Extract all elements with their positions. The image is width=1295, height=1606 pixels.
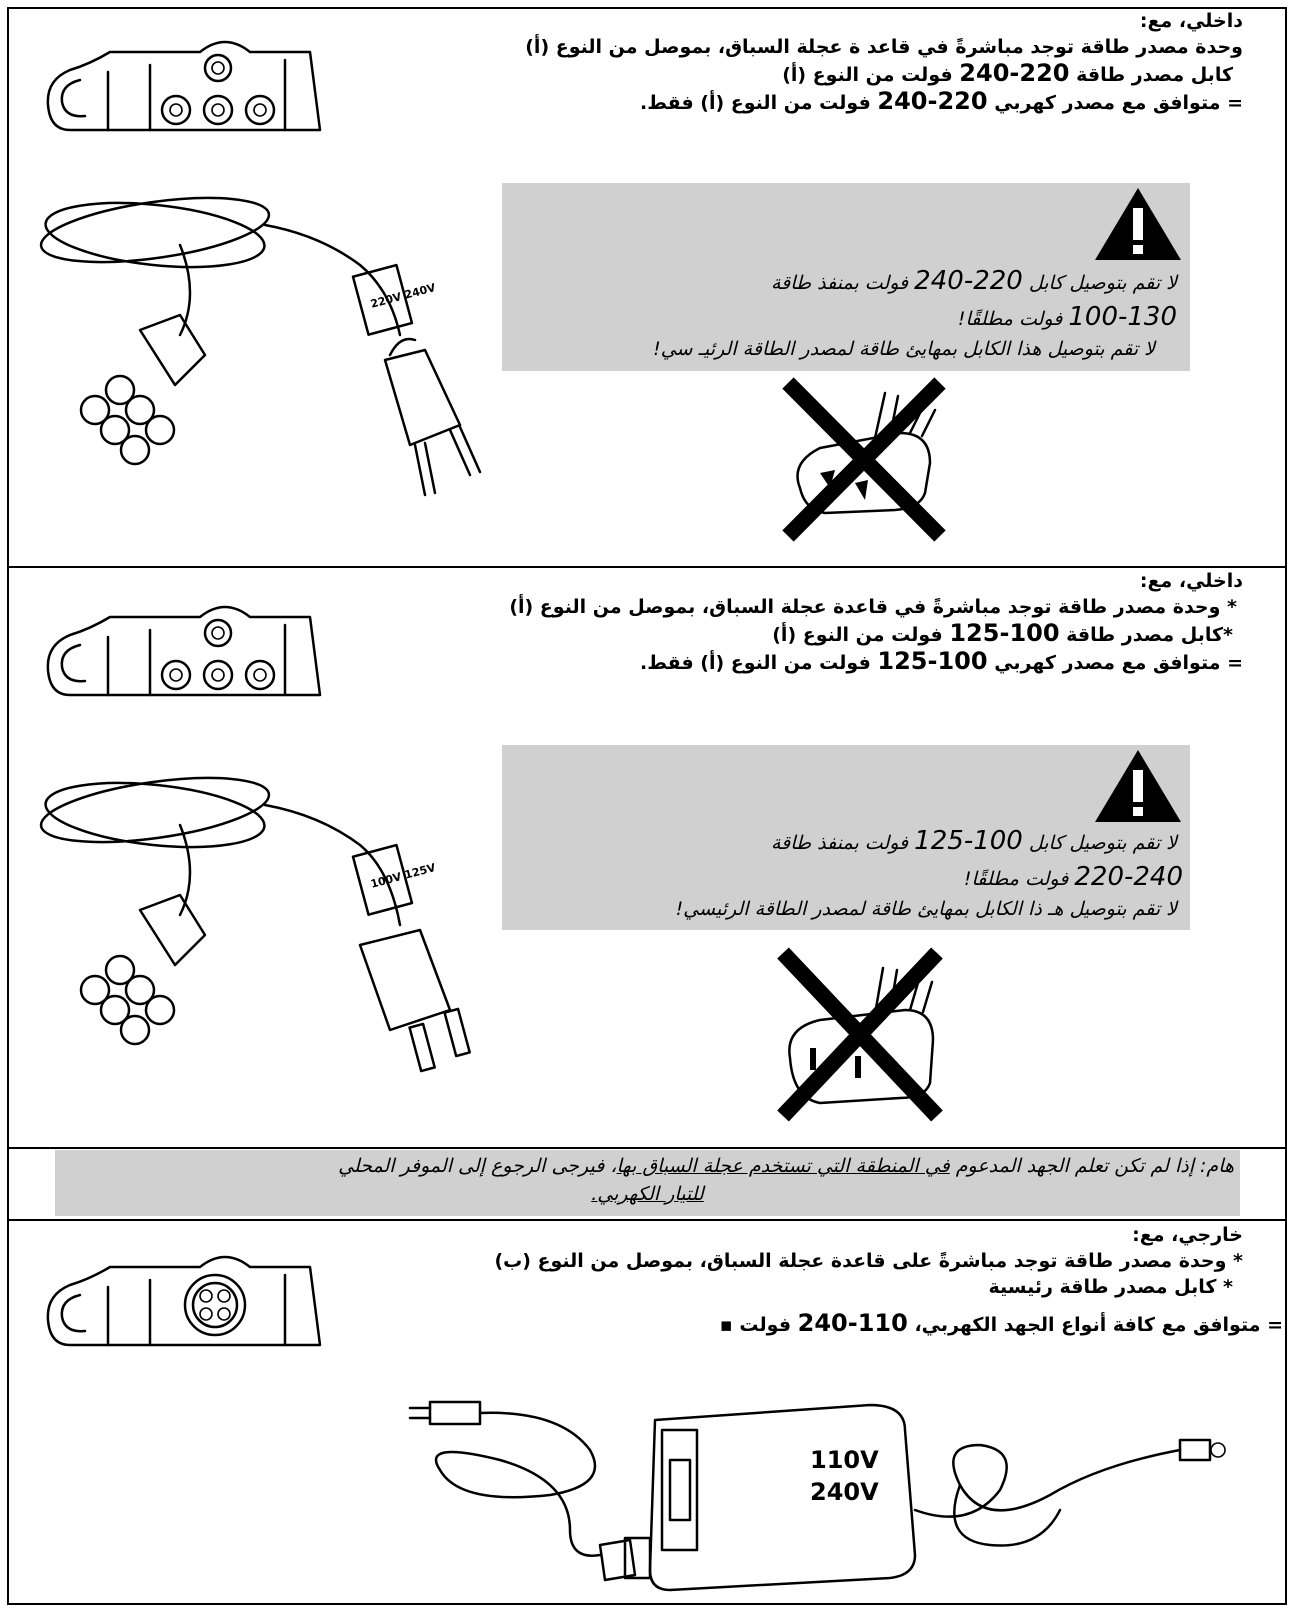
external-power-adapter-icon bbox=[400, 1390, 1240, 1600]
warning-triangle-icon bbox=[1093, 186, 1183, 262]
section2-line2: *كابل مصدر طاقة 100-125 فولت من النوع (أ) bbox=[772, 619, 1233, 647]
wheel-base-connector-a-icon bbox=[40, 595, 340, 715]
section3-heading: خارجي، مع: bbox=[1132, 1224, 1243, 1246]
cable1-label: 220V 240V bbox=[369, 280, 437, 311]
section2-text bbox=[509, 568, 1243, 676]
warning2-line2: 220-240 فولت مطلقًا! bbox=[963, 862, 1183, 892]
important-note: هام: إذا لم تكن تعلم الجهد المدعوم في المنطقة التي تستخدم عجلة السباق بها، فيرجى الرجوع إلى الموفر المحلي للتيار الكهربي. bbox=[55, 1150, 1240, 1216]
section1-line2: كابل مصدر طاقة 220-240 فولت من النوع (أ) bbox=[782, 59, 1233, 87]
adapter-label-240v: 240V bbox=[810, 1478, 879, 1506]
power-cable-eu-icon bbox=[30, 175, 500, 515]
section1-text bbox=[525, 8, 1243, 116]
divider-2 bbox=[7, 1147, 1287, 1149]
section2-line1: * وحدة مصدر طاقة توجد مباشرةً في قاعدة عجلة السباق، بموصل من النوع (أ) bbox=[509, 596, 1237, 618]
warning2-line1: لا تقم بتوصيل كابل 100-125 فولت بمنفذ طاقة bbox=[770, 826, 1177, 856]
section1-line3: = متوافق مع مصدر كهربي 220-240 فولت من النوع (أ) فقط. bbox=[640, 87, 1243, 115]
adapter-label-110v: 110V bbox=[810, 1446, 879, 1474]
section3-text bbox=[494, 1222, 1283, 1338]
cable2-label: 100V 125V bbox=[369, 860, 437, 891]
no-adapter-icon bbox=[780, 378, 950, 543]
section2-line3: = متوافق مع مصدر كهربي 100-125 فولت من النوع (أ) فقط. bbox=[640, 647, 1243, 675]
wheel-base-connector-b-icon bbox=[40, 1245, 340, 1365]
section3-line2: * كابل مصدر طاقة رئيسية bbox=[988, 1276, 1233, 1298]
section2-heading: داخلي، مع: bbox=[1139, 570, 1243, 592]
warning2-line3: لا تقم بتوصيل هـ ذا الكابل بمهايئ طاقة لمصدر الطاقة الرئيسي! bbox=[675, 898, 1177, 920]
wheel-base-connector-a-icon bbox=[40, 30, 340, 150]
warning-triangle-icon bbox=[1093, 748, 1183, 824]
important-line2: للتيار الكهربي. bbox=[591, 1183, 704, 1205]
section1-line1: وحدة مصدر طاقة توجد مباشرةً في قاعد ة عجلة السباق، بموصل من النوع (أ) bbox=[525, 36, 1243, 58]
section3-line3: = متوافق مع كافة أنواع الجهد الكهربي، 110-240 فولت ▪ bbox=[719, 1309, 1283, 1337]
divider-3 bbox=[7, 1219, 1287, 1221]
no-adapter-icon bbox=[775, 948, 945, 1123]
section3-line1: * وحدة مصدر طاقة توجد مباشرةً على قاعدة عجلة السباق، بموصل من النوع (ب) bbox=[494, 1250, 1243, 1272]
power-cable-us-icon bbox=[30, 755, 500, 1095]
warning1-line2: 100-130 فولت مطلقًا! bbox=[957, 302, 1177, 332]
warning1-line1: لا تقم بتوصيل كابل 220-240 فولت بمنفذ طاقة bbox=[770, 266, 1177, 296]
warning1-line3: لا تقم بتوصيل هذا الكابل بمهايئ طاقة لمصدر الطاقة الرئيـ سي! bbox=[653, 338, 1155, 360]
section1-heading: داخلي، مع: bbox=[1139, 10, 1243, 32]
